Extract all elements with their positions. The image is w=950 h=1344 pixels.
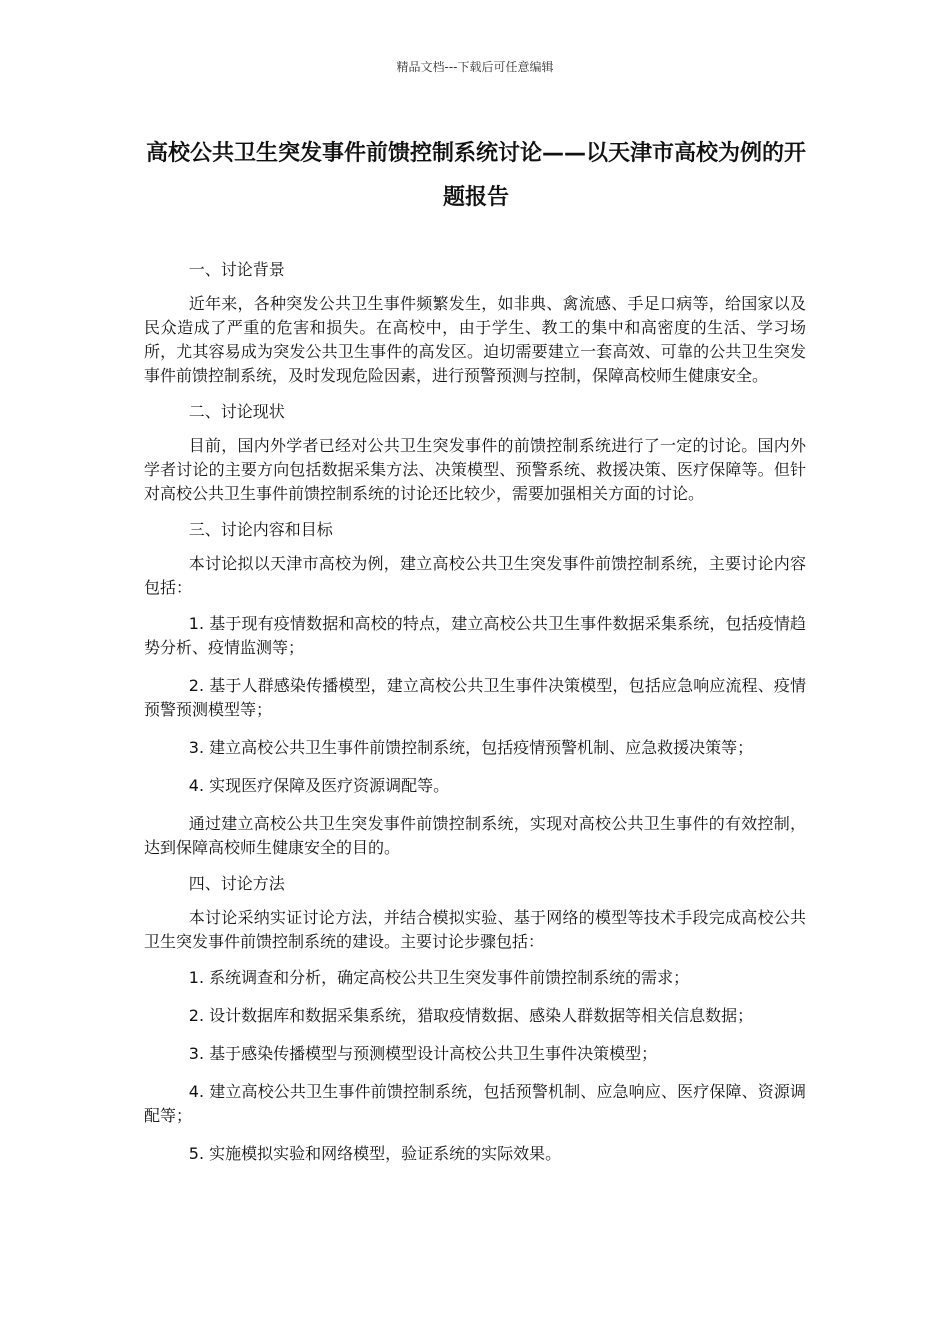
header-note: 精品文档---下载后可任意编辑: [396, 60, 554, 74]
list-item: 3. 基于感染传播模型与预测模型设计高校公共卫生事件决策模型；: [188, 1044, 658, 1063]
paragraph-background: 近年来，各种突发公共卫生事件频繁发生，如非典、禽流感、手足口病等，给国家以及民众造成了严重的危害和损失。在高校中，由于学生、教工的集中和高密度的生活、学习场所，尤其容易成为突发公共卫生事件的高发区。迫切需要建立一套高效、可靠的公共卫生突发事件前馈控制系统，及时发现危险因素，进行预警预测与控制，保障高校师生健康安全。: [144, 294, 806, 385]
section-heading-content-goals: 三、讨论内容和目标: [188, 520, 333, 539]
list-item: 1. 基于现有疫情数据和高校的特点，建立高校公共卫生事件数据采集系统，包括疫情趋势分析、疫情监测等；: [144, 614, 806, 657]
paragraph-content-conclusion: 通过建立高校公共卫生突发事件前馈控制系统，实现对高校公共卫生事件的有效控制，达到保障高校师生健康安全的目的。: [144, 814, 806, 857]
list-item: 3. 建立高校公共卫生事件前馈控制系统，包括疫情预警机制、应急救援决策等；: [188, 738, 754, 757]
section-heading-methods: 四、讨论方法: [188, 874, 285, 893]
list-item: 1. 系统调查和分析，确定高校公共卫生突发事件前馈控制系统的需求；: [188, 968, 690, 987]
list-item: 5. 实施模拟实验和网络模型，验证系统的实际效果。: [188, 1144, 562, 1163]
list-item: 2. 基于人群感染传播模型，建立高校公共卫生事件决策模型，包括应急响应流程、疫情预警预测模型等；: [144, 676, 806, 719]
paragraph-methods-intro: 本讨论采纳实证讨论方法，并结合模拟实验、基于网络的模型等技术手段完成高校公共卫生突发事件前馈控制系统的建设。主要讨论步骤包括：: [144, 908, 806, 951]
section-heading-status: 二、讨论现状: [188, 402, 285, 421]
list-item: 2. 设计数据库和数据采集系统，猎取疫情数据、感染人群数据等相关信息数据；: [188, 1006, 754, 1025]
list-item: 4. 实现医疗保障及医疗资源调配等。: [188, 776, 450, 795]
document-body: [144, 258, 806, 1180]
list-item: 4. 建立高校公共卫生事件前馈控制系统，包括预警机制、应急响应、医疗保障、资源调配等；: [144, 1082, 806, 1125]
paragraph-content-intro: 本讨论拟以天津市高校为例，建立高校公共卫生突发事件前馈控制系统，主要讨论内容包括：: [144, 554, 806, 597]
paragraph-status: 目前，国内外学者已经对公共卫生突发事件的前馈控制系统进行了一定的讨论。国内外学者讨论的主要方向包括数据采集方法、决策模型、预警系统、救援决策、医疗保障等。但针对高校公共卫生事件前馈控制系统的讨论还比较少，需要加强相关方面的讨论。: [144, 436, 806, 503]
section-heading-background: 一、讨论背景: [188, 260, 285, 279]
document-title: 高校公共卫生突发事件前馈控制系统讨论——以天津市高校为例的开题报告: [146, 141, 807, 210]
